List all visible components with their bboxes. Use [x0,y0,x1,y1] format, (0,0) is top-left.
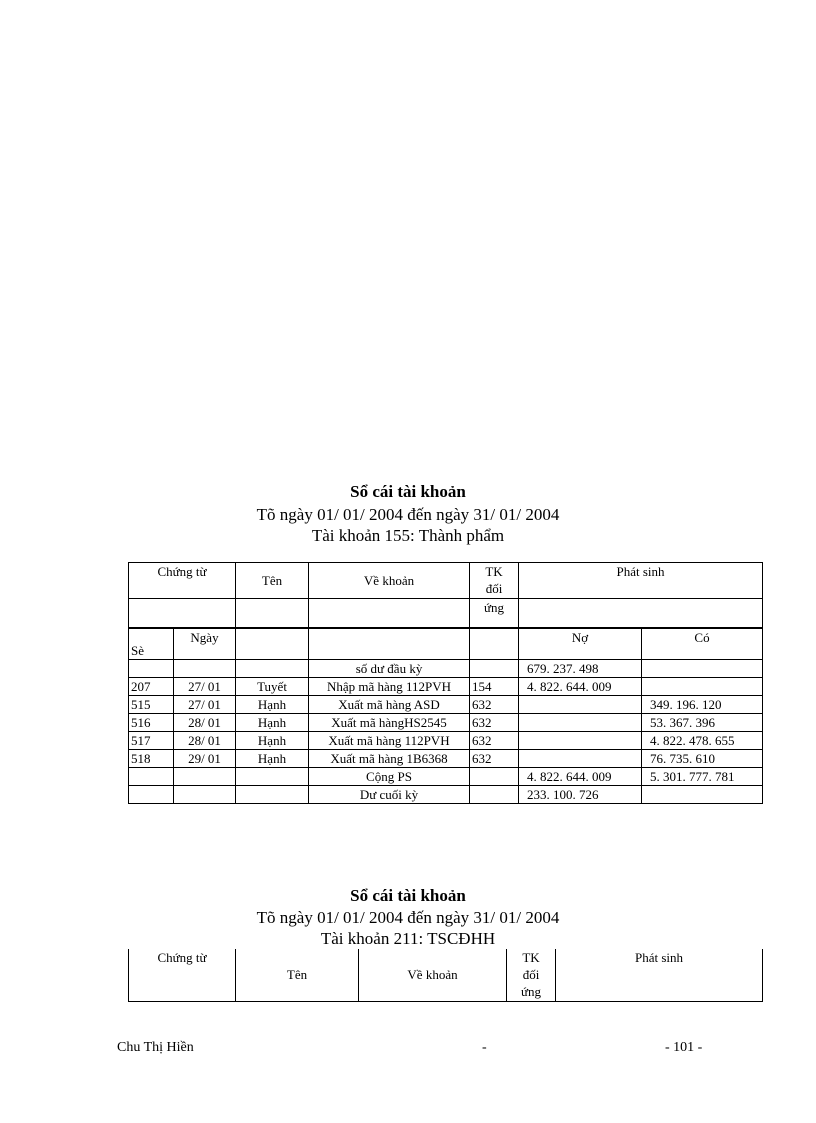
footer-author: Chu Thị Hiền [117,1040,194,1055]
total-credit: 5. 301. 777. 781 [642,768,763,786]
ledger2-title: Sổ cái tài khoản [350,886,466,905]
row-tk: 632 [470,714,519,732]
ledger1-title: Sổ cái tài khoản [350,482,466,501]
row-date: 27/ 01 [174,678,236,696]
header-voucher: Chứng từ [129,563,236,599]
row-debit: 4. 822. 644. 009 [519,678,642,696]
table-row [129,732,763,750]
header-tk-line2: đối [522,967,540,982]
row-desc: Xuất mã hàng 112PVH [309,732,470,750]
header-tk-line1: TK [485,564,503,579]
row-debit [519,714,642,732]
header-blank [236,628,309,660]
ledger2-table [128,949,763,1002]
row-date: 29/ 01 [174,750,236,768]
row-debit [519,696,642,714]
row-name: Hạnh [236,714,309,732]
row-credit: 53. 367. 396 [642,714,763,732]
ledger2-period: Tõ ngày 01/ 01/ 2004 đến ngày 31/ 01/ 2004 [256,908,560,927]
row-name: Hạnh [236,696,309,714]
header-amount: Phát sinh [556,949,763,1001]
header-voucher: Chứng từ [129,949,236,1001]
header-blank [309,628,470,660]
row-so: 517 [129,732,174,750]
header-blank [129,599,236,628]
row-desc: Xuất mã hàng 1B6368 [309,750,470,768]
row-so: 518 [129,750,174,768]
header-blank [236,599,309,628]
row-desc: Xuất mã hàngHS2545 [309,714,470,732]
row-date: 28/ 01 [174,714,236,732]
footer-page-number: - 101 - [665,1040,703,1055]
ledger1-table [128,562,763,804]
total-row [129,768,763,786]
row-desc: Nhập mã hàng 112PVH [309,678,470,696]
header-tk-line3: ứng [470,599,519,628]
row-tk: 632 [470,696,519,714]
row-date: 27/ 01 [174,696,236,714]
table-row [129,678,763,696]
header-tk-line3: ứng [520,984,542,999]
row-tk: 632 [470,750,519,768]
total-label: Cộng PS [309,768,470,786]
opening-debit: 679. 237. 498 [519,660,642,678]
header-description: Về khoản [309,563,470,599]
header-tk [470,563,519,599]
header-description: Về khoản [359,949,507,1001]
header-blank [309,599,470,628]
header-debit: Nợ [519,628,642,660]
row-tk: 154 [470,678,519,696]
header-tk-line2: đối [485,581,503,596]
row-so: 516 [129,714,174,732]
row-desc: Xuất mã hàng ASD [309,696,470,714]
header-blank [470,628,519,660]
ledger1-account: Tài khoản 155: Thành phẩm [311,526,505,545]
row-tk: 632 [470,732,519,750]
table-row [129,750,763,768]
header-name: Tên [236,949,359,1001]
ledger1-period: Tõ ngày 01/ 01/ 2004 đến ngày 31/ 01/ 2004 [256,505,560,524]
row-so: 515 [129,696,174,714]
header-amount: Phát sinh [519,563,763,599]
opening-label: số dư đầu kỳ [309,660,470,678]
row-date: 28/ 01 [174,732,236,750]
row-credit: 76. 735. 610 [642,750,763,768]
footer-dash: - [482,1040,487,1055]
table-row [129,696,763,714]
header-date: Ngày [174,628,236,660]
total-debit: 4. 822. 644. 009 [519,768,642,786]
header-so: Sè [129,628,174,660]
row-credit [642,678,763,696]
header-tk [507,949,556,1001]
header-tk-line1: TK [522,950,540,965]
row-credit: 349. 196. 120 [642,696,763,714]
closing-debit: 233. 100. 726 [519,786,642,804]
row-debit [519,750,642,768]
closing-row [129,786,763,804]
table-row [129,714,763,732]
row-debit [519,732,642,750]
opening-row [129,660,763,678]
row-name: Tuyết [236,678,309,696]
row-name: Hạnh [236,732,309,750]
row-credit: 4. 822. 478. 655 [642,732,763,750]
row-so: 207 [129,678,174,696]
header-name: Tên [236,563,309,599]
header-credit: Có [642,628,763,660]
ledger2-account: Tài khoản 211: TSCĐHH [320,929,496,948]
header-blank [519,599,763,628]
closing-label: Dư cuối kỳ [309,786,470,804]
row-name: Hạnh [236,750,309,768]
